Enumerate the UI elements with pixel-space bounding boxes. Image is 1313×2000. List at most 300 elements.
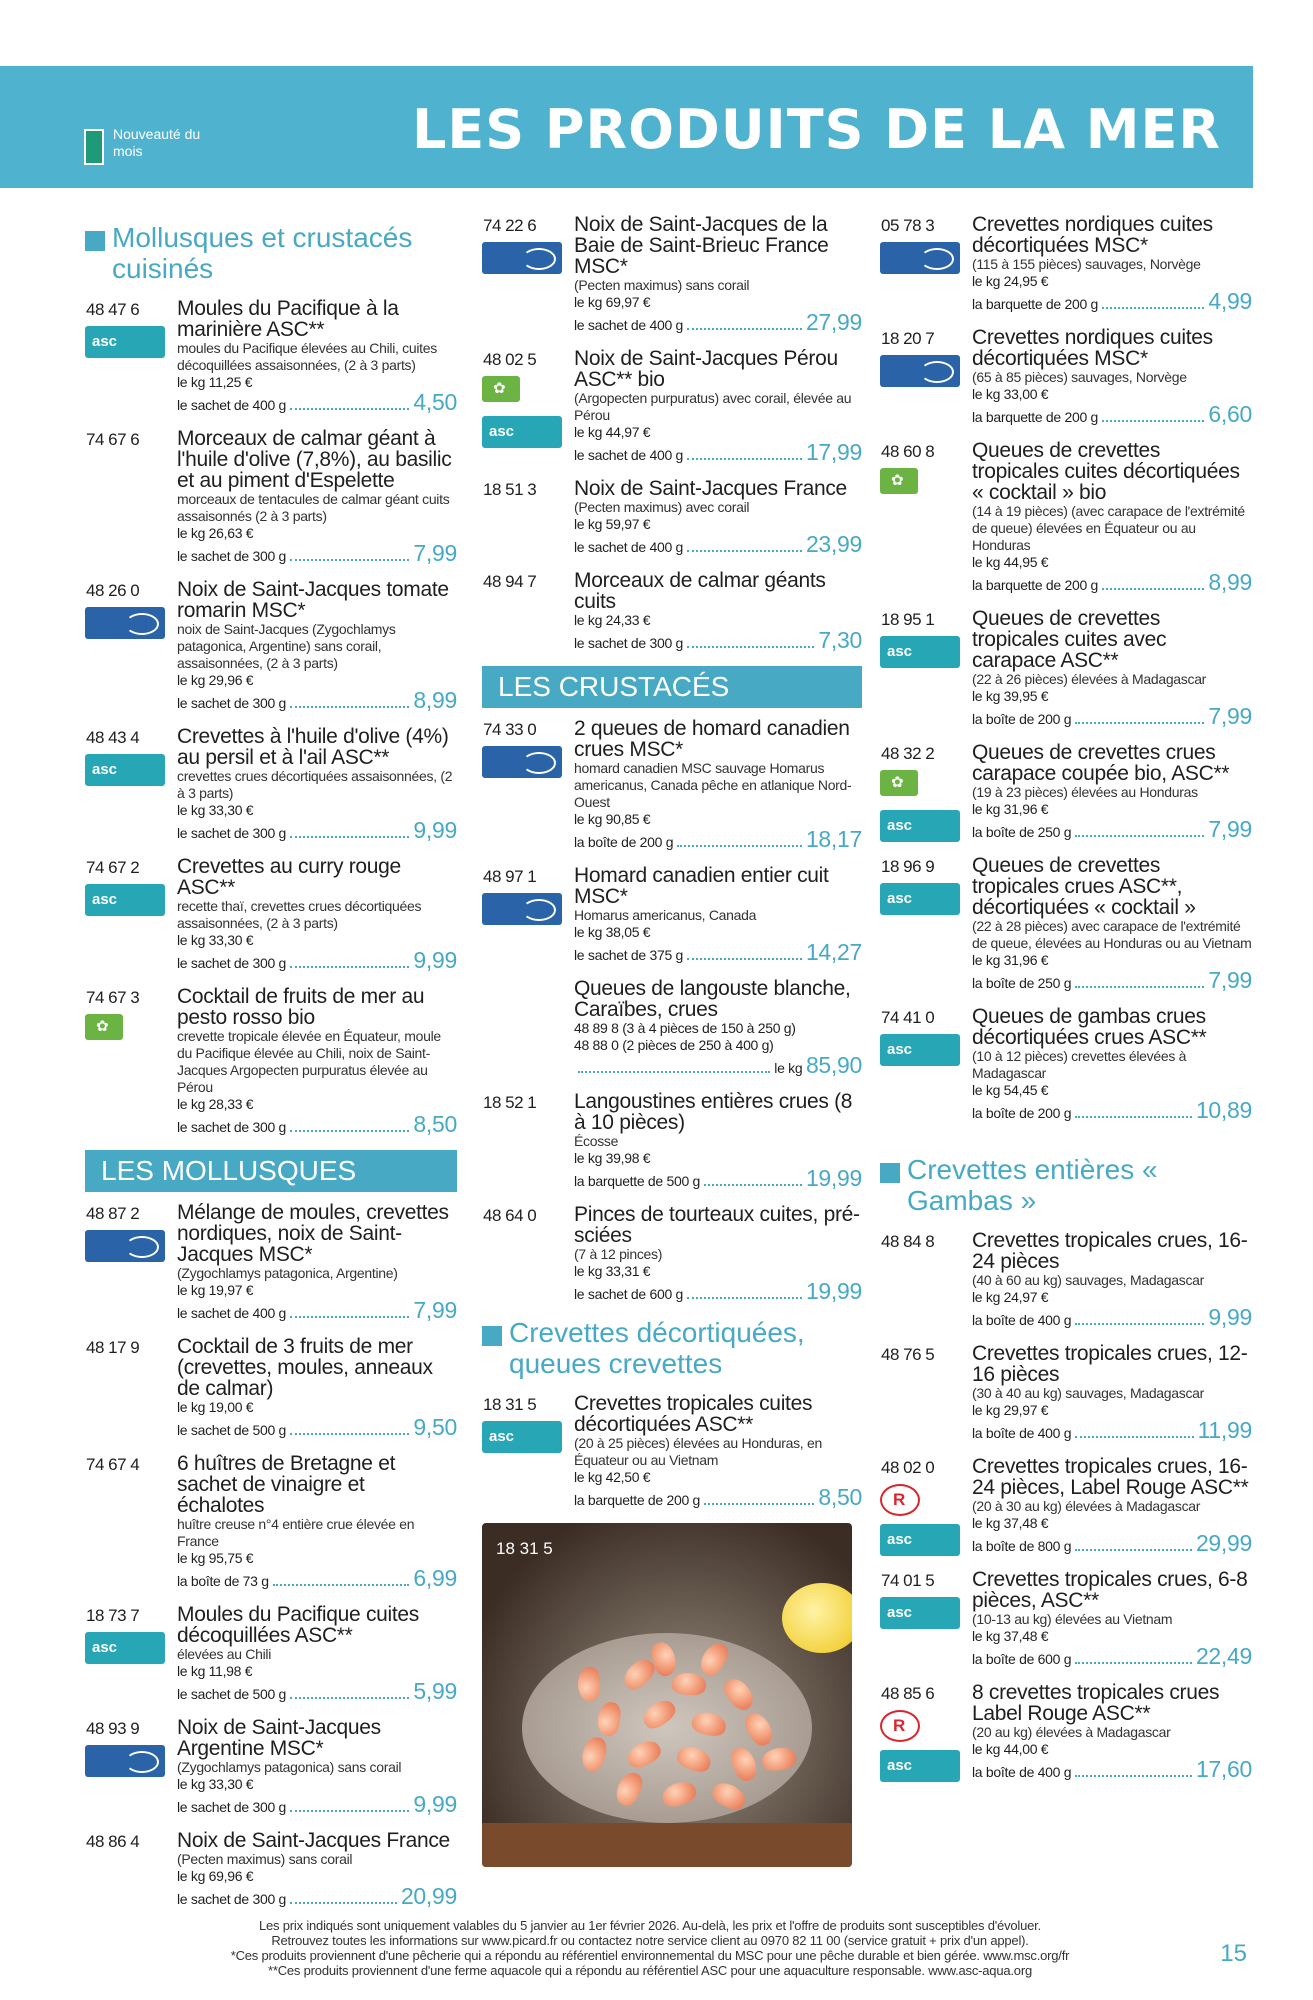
photo-code: 18 31 5 [496,1539,553,1558]
price-per-kg: le kg 90,85 € [574,811,651,827]
asc-logo-icon [880,636,960,668]
product-name: Crevettes tropicales crues, 16-24 pièces, Label Rouge ASC** [972,1455,1249,1499]
product-price: 7,30 [818,627,862,653]
price-line [574,311,862,336]
product-description: morceaux de tentacules de calmar géant cuits assaisonnés (2 à 3 parts) [177,491,450,524]
package-size: le sachet de 400 g [574,317,684,333]
product-item [482,478,862,558]
product-item [880,1569,1252,1670]
price-line [574,941,862,966]
price-line [972,818,1252,843]
package-size: le sachet de 400 g [177,397,287,413]
package-size: la barquette de 200 g [972,409,1099,425]
product-price: 85,90 [805,1052,862,1078]
product-item [85,726,457,844]
product-description: (40 à 60 au kg) sauvages, Madagascar [972,1272,1205,1288]
product-description: (Pecten maximus) sans corail [177,1851,353,1867]
product-name: Queues de gambas crues décortiquées crues ASC** [972,1005,1207,1049]
price-line [972,705,1252,730]
product-description: (Pecten maximus) sans corail [574,277,750,293]
product-description: moules du Pacifique élevées au Chili, cuites décoquillées assaisonnées, (2 à 3 parts) [177,340,437,373]
product-price: 20,99 [400,1883,457,1909]
package-size: la boîte de 200 g [972,1105,1072,1121]
product-item [482,1393,862,1511]
package-size: la boîte de 250 g [972,975,1072,991]
product-name: Queues de crevettes crues carapace coupée bio, ASC** [972,741,1230,785]
price-per-kg: le kg 54,45 € [972,1082,1049,1098]
product-name: Noix de Saint-Jacques de la Baie de Saint-Brieuc France MSC* [574,213,829,278]
price-per-kg: le kg 33,30 € [177,932,254,948]
package-size: la boîte de 200 g [574,834,674,850]
price-per-kg: le kg 29,97 € [972,1402,1049,1418]
price-per-kg: le kg 24,97 € [972,1289,1049,1305]
package-size: la boîte de 73 g [177,1573,269,1589]
package-size: la barquette de 200 g [972,577,1099,593]
product-item [85,986,457,1138]
shrimp-shape [578,1667,600,1701]
product-price: 7,99 [413,540,457,566]
product-name: Moules du Pacifique à la marinière ASC** [177,297,399,341]
product-price: 27,99 [805,309,862,335]
section-title: Mollusques et crustacés cuisinés [85,222,457,284]
price-per-kg: le kg 39,98 € [574,1150,651,1166]
product-code: 74 41 0 [881,1008,935,1027]
price-per-kg: le kg 31,96 € [972,801,1049,817]
price-per-kg: le kg 11,98 € [177,1663,253,1679]
asc-logo-icon [880,810,960,842]
product-item [880,608,1252,730]
product-item [880,1456,1252,1557]
product-description: (Zygochlamys patagonica) sans corail [177,1759,402,1775]
price-per-kg: le kg 69,97 € [574,294,651,310]
price-line [574,1280,862,1305]
msc-logo-icon [880,242,960,274]
product-description: crevettes crues décortiquées assaisonnées, (2 à 3 parts) [177,768,453,801]
product-item [482,1091,862,1192]
product-name: Morceaux de calmar géant à l'huile d'olive (7,8%), au basilic et au piment d'Espelette [177,427,452,492]
price-line [972,403,1252,428]
product-price: 4,99 [1208,288,1252,314]
product-name: Crevettes nordiques cuites décortiquées MSC* [972,213,1213,257]
product-name: Queues de langouste blanche, Caraïbes, crues [574,977,851,1021]
price-per-kg: le kg 24,95 € [972,273,1049,289]
column-3 [880,214,1252,1795]
product-name: Noix de Saint-Jacques Argentine MSC* [177,1716,381,1760]
product-price: 4,50 [413,389,457,415]
product-item [880,214,1252,315]
package-size: la boîte de 200 g [972,711,1072,727]
nouveaute-icon [84,129,104,165]
product-item [880,742,1252,843]
product-item [880,1230,1252,1331]
package-size: la boîte de 250 g [972,824,1072,840]
price-per-kg: le kg 42,50 € [574,1469,651,1485]
product-price: 8,99 [413,687,457,713]
unit-label: le kg [774,1060,803,1076]
price-line [177,1299,457,1324]
product-name: Queues de crevettes tropicales crues ASC**, décortiquées « cocktail » [972,854,1196,919]
product-price: 7,99 [413,1297,457,1323]
product-code: 74 67 2 [86,858,140,877]
package-size: le sachet de 300 g [574,635,684,651]
product-code: 48 64 0 [483,1206,537,1225]
footer-line: **Ces produits proviennent d'une ferme aquacole qui a répondu au référentiel ASC pour une aquaculture responsable. www.asc-aqua.org [267,1963,1032,1978]
msc-logo-icon [482,242,562,274]
product-variant: 48 88 0 (2 pièces de 250 à 400 g) [574,1037,774,1053]
product-price: 10,89 [1195,1097,1252,1123]
price-per-kg: le kg 33,30 € [177,802,254,818]
price-per-kg: le kg 38,05 € [574,924,651,940]
price-line [972,969,1252,994]
column-1 [85,214,457,1922]
product-item [85,579,457,714]
product-price: 9,99 [1208,1304,1252,1330]
price-line [972,1099,1252,1124]
product-name: Crevettes tropicales crues, 12-16 pièces [972,1342,1248,1386]
bio-logo-icon [85,1014,123,1040]
price-per-kg: le kg 59,97 € [574,516,651,532]
product-description: (19 à 23 pièces) élevées au Honduras [972,784,1198,800]
product-price: 8,99 [1208,569,1252,595]
section-square-icon [880,1163,900,1183]
product-description: (65 à 85 pièces) sauvages, Norvège [972,369,1187,385]
price-per-kg: le kg 29,96 € [177,672,254,688]
msc-logo-icon [85,1230,165,1262]
price-per-kg: le kg 44,97 € [574,424,651,440]
product-code: 48 02 5 [483,350,537,369]
package-size: le sachet de 300 g [177,548,287,564]
footer-line: Retrouvez toutes les informations sur www.picard.fr ou contactez notre service client au 0970 82 11 00 (service gratuit + prix d'un appel). [271,1933,1029,1948]
product-price: 29,99 [1195,1530,1252,1556]
product-item [880,1343,1252,1444]
price-line [972,1306,1252,1331]
price-per-kg: le kg 31,96 € [972,952,1049,968]
price-line [177,1113,457,1138]
product-description: crevette tropicale élevée en Équateur, moule du Pacifique élevée au Chili, noix de Saint-Jacques Argopecten purpuratus élevée au Pérou [177,1028,441,1095]
product-name: Crevettes tropicales crues, 6-8 pièces, ASC** [972,1568,1248,1612]
product-description: (Argopecten purpuratus) avec corail, élevée au Pérou [574,390,852,423]
product-name: Crevettes au curry rouge ASC** [177,855,401,899]
price-per-kg: le kg 28,33 € [177,1096,254,1112]
price-per-kg: le kg 69,96 € [177,1868,254,1884]
product-item [85,1453,457,1592]
nouveaute-label: Nouveauté du mois [113,126,201,159]
product-name: Langoustines entières crues (8 à 10 pièces) [574,1090,853,1134]
product-description: (Pecten maximus) avec corail [574,499,750,515]
product-item [880,1006,1252,1124]
product-code: 18 51 3 [483,480,537,499]
product-description: élevées au Chili [177,1646,272,1662]
package-size: la boîte de 400 g [972,1764,1072,1780]
msc-logo-icon [85,1745,165,1777]
product-description: (20 à 25 pièces) élevées au Honduras, en Équateur ou au Vietnam [574,1435,822,1468]
price-per-kg: le kg 33,30 € [177,1776,254,1792]
package-size: la barquette de 200 g [574,1492,701,1508]
section-square-icon [482,1326,502,1346]
asc-logo-icon [880,1750,960,1782]
price-line [972,290,1252,315]
product-item [880,440,1252,596]
product-code: 48 87 2 [86,1204,140,1223]
bio-logo-icon [880,468,918,494]
package-size: la boîte de 400 g [972,1312,1072,1328]
section-band: LES CRUSTACÉS [482,666,862,708]
price-line [177,542,457,567]
product-item [85,1717,457,1818]
price-line [177,949,457,974]
price-line [177,1885,457,1910]
price-per-kg: le kg 19,97 € [177,1282,254,1298]
price-per-kg: le kg 19,00 € [177,1399,254,1415]
footer-line: *Ces produits proviennent d'une pêcherie qui a répondu au référentiel environnemental du MSC pour une pêche durable et bien gérée. www.msc.org/fr [230,1948,1070,1963]
asc-logo-icon [482,1421,562,1453]
asc-logo-icon [85,884,165,916]
product-price: 18,17 [805,826,862,852]
price-line [972,1419,1252,1444]
product-code: 48 32 2 [881,744,935,763]
product-price: 7,99 [1208,967,1252,993]
product-price: 6,60 [1208,401,1252,427]
package-size: le sachet de 300 g [177,695,287,711]
product-price: 7,99 [1208,816,1252,842]
price-line [177,1416,457,1441]
price-per-kg: le kg 24,33 € [574,612,651,628]
price-line [972,571,1252,596]
product-item [880,855,1252,994]
section-band: LES MOLLUSQUES [85,1150,457,1192]
product-code: 48 93 9 [86,1719,140,1738]
product-item [482,865,862,966]
product-code: 48 76 5 [881,1345,935,1364]
shrimp-photo [482,1523,852,1867]
footer-line: Les prix indiqués sont uniquement valables du 5 janvier au 1er février 2026. Au-delà, les prix et l'offre de produits sont susceptibles d'évoluer. [258,1918,1041,1933]
package-size: le sachet de 400 g [574,447,684,463]
product-code: 74 67 3 [86,988,140,1007]
product-name: 2 queues de homard canadien crues MSC* [574,717,850,761]
package-size: la boîte de 600 g [972,1651,1072,1667]
price-per-kg: le kg 33,00 € [972,386,1049,402]
price-line [177,391,457,416]
price-per-kg: le kg 44,95 € [972,554,1049,570]
page-number: 15 [1220,1940,1247,1967]
product-code: 74 67 6 [86,430,140,449]
column-2 [482,214,862,1867]
product-code: 18 31 5 [483,1395,537,1414]
product-description: homard canadien MSC sauvage Homarus americanus, Canada pêche en atlanique Nord-Ouest [574,760,852,810]
product-description: (7 à 12 pinces) [574,1246,663,1262]
asc-logo-icon [880,1597,960,1629]
product-code: 74 22 6 [483,216,537,235]
product-code: 74 01 5 [881,1571,935,1590]
package-size: le sachet de 300 g [177,955,287,971]
bio-logo-icon [482,376,520,402]
header-banner [0,66,1253,188]
product-description: (22 à 28 pièces) avec carapace de l'extrémité de queue, élevées au Honduras ou au Vietnam [972,918,1252,951]
product-name: Crevettes nordiques cuites décortiquées MSC* [972,326,1213,370]
footer-notes [150,1918,1150,1978]
product-item [482,570,862,654]
price-line [574,1167,862,1192]
package-size: la barquette de 200 g [972,296,1099,312]
product-code: 74 67 4 [86,1455,140,1474]
price-line [972,1532,1252,1557]
product-price: 9,99 [413,1791,457,1817]
product-name: Homard canadien entier cuit MSC* [574,864,829,908]
product-price: 8,50 [818,1484,862,1510]
product-description: noix de Saint-Jacques (Zygochlamys patagonica, Argentine) sans corail, assaisonnées, (2 à 3 parts) [177,621,396,671]
product-description: huître creuse n°4 entière crue élevée en France [177,1516,415,1549]
product-price: 9,99 [413,817,457,843]
product-description: (Zygochlamys patagonica, Argentine) [177,1265,398,1281]
product-item [85,428,457,567]
product-name: Noix de Saint-Jacques France [574,477,847,500]
price-line [574,828,862,853]
package-size: le sachet de 300 g [177,1119,287,1135]
product-code: 48 85 6 [881,1684,935,1703]
price-per-kg: le kg 37,48 € [972,1628,1049,1644]
product-name: Crevettes tropicales cuites décortiquées ASC** [574,1392,813,1436]
asc-logo-icon [880,1034,960,1066]
product-price: 9,99 [413,947,457,973]
product-item [482,348,862,466]
product-name: Crevettes tropicales crues, 16-24 pièces [972,1229,1248,1273]
msc-logo-icon [482,746,562,778]
product-code: 18 73 7 [86,1606,140,1625]
page-title: LES PRODUITS DE LA MER [411,98,1221,161]
product-description: (10-13 au kg) élevées au Vietnam [972,1611,1173,1627]
price-line [574,629,862,654]
product-name: Queues de crevettes tropicales cuites avec carapace ASC** [972,607,1167,672]
package-size: le sachet de 600 g [574,1286,684,1302]
product-name: Cocktail de fruits de mer au pesto rosso bio [177,985,425,1029]
product-name: Noix de Saint-Jacques France [177,1829,450,1852]
package-size: la barquette de 500 g [574,1173,701,1189]
price-line [972,1758,1252,1783]
asc-logo-icon [880,883,960,915]
package-size: la boîte de 800 g [972,1538,1072,1554]
product-name: Moules du Pacifique cuites décoquillées ASC** [177,1603,420,1647]
section-title: Crevettes entières « Gambas » [880,1154,1252,1216]
product-price: 8,50 [413,1111,457,1137]
product-code: 74 33 0 [483,720,537,739]
price-line [177,1680,457,1705]
product-price: 11,99 [1197,1417,1252,1443]
product-price: 17,60 [1195,1756,1252,1782]
product-variant: 48 89 8 (3 à 4 pièces de 150 à 250 g) [574,1020,796,1036]
product-description: Homarus americanus, Canada [574,907,757,923]
product-item [85,298,457,416]
product-description: (115 à 155 pièces) sauvages, Norvège [972,256,1201,272]
product-code: 48 84 8 [881,1232,935,1251]
product-description: Écosse [574,1133,619,1149]
product-item [85,1336,457,1441]
price-line [177,689,457,714]
product-item [482,214,862,336]
label-rouge-icon [880,1710,920,1742]
product-code: 48 97 1 [483,867,537,886]
nouveaute-badge [84,126,203,165]
price-per-kg: le kg 39,95 € [972,688,1049,704]
product-price: 7,99 [1208,703,1252,729]
product-description: (10 à 12 pièces) crevettes élevées à Madagascar [972,1048,1187,1081]
section-square-icon [85,231,105,251]
product-name: 6 huîtres de Bretagne et sachet de vinaigre et échalotes [177,1452,396,1517]
price-line [177,819,457,844]
product-name: Crevettes à l'huile d'olive (4%) au persil et à l'ail ASC** [177,725,449,769]
price-per-kg: le kg 11,25 € [177,374,253,390]
product-price: 23,99 [805,531,862,557]
product-code: 48 94 7 [483,572,537,591]
product-price: 6,99 [413,1565,457,1591]
package-size: le sachet de 375 g [574,947,684,963]
price-per-kg: le kg 95,75 € [177,1550,254,1566]
product-item [482,718,862,853]
package-size: le sachet de 300 g [177,1891,287,1907]
asc-logo-icon [482,416,562,448]
price-per-kg: le kg 33,31 € [574,1263,651,1279]
package-size: le sachet de 500 g [177,1686,287,1702]
label-rouge-icon [880,1484,920,1516]
product-price: 14,27 [805,939,862,965]
product-description: (22 à 26 pièces) élevées à Madagascar [972,671,1207,687]
price-line [177,1793,457,1818]
msc-logo-icon [880,355,960,387]
package-size: le sachet de 300 g [177,1799,287,1815]
product-code: 18 20 7 [881,329,935,348]
product-description: (20 à 30 au kg) élevées à Madagascar [972,1498,1201,1514]
product-price: 22,49 [1195,1643,1252,1669]
package-size: la boîte de 400 g [972,1425,1072,1441]
product-description: (14 à 19 pièces) (avec carapace de l'extrémité de queue) élevées en Équateur ou au Honduras [972,503,1245,553]
product-langouste [482,978,862,1079]
price-per-kg: le kg 44,00 € [972,1741,1049,1757]
package-size: le sachet de 400 g [574,539,684,555]
msc-logo-icon [482,893,562,925]
product-code: 48 17 9 [86,1338,140,1357]
product-name: Noix de Saint-Jacques Pérou ASC** bio [574,347,838,391]
price-line [574,1054,862,1079]
product-code: 48 47 6 [86,300,140,319]
asc-logo-icon [880,1524,960,1556]
product-price: 19,99 [805,1165,862,1191]
product-price: 9,50 [413,1414,457,1440]
price-line [574,533,862,558]
product-code: 48 60 8 [881,442,935,461]
product-price: 5,99 [413,1678,457,1704]
product-item [85,1604,457,1705]
bio-logo-icon [880,770,918,796]
product-code: 18 96 9 [881,857,935,876]
product-code: 48 02 0 [881,1458,935,1477]
price-line [574,1486,862,1511]
section-title: Crevettes décortiquées, queues crevettes [482,1317,862,1379]
product-code: 18 95 1 [881,610,935,629]
price-per-kg: le kg 26,63 € [177,525,254,541]
product-name: Pinces de tourteaux cuites, pré-sciées [574,1203,860,1247]
product-name: 8 crevettes tropicales crues Label Rouge ASC** [972,1681,1220,1725]
product-name: Cocktail de 3 fruits de mer (crevettes, moules, anneaux de calmar) [177,1335,433,1400]
product-item [85,856,457,974]
package-size: le sachet de 400 g [177,1305,287,1321]
asc-logo-icon [85,326,165,358]
product-name: Queues de crevettes tropicales cuites décortiquées « cocktail » bio [972,439,1240,504]
package-size: le sachet de 500 g [177,1422,287,1438]
price-line [972,1645,1252,1670]
asc-logo-icon [85,754,165,786]
product-item [85,1202,457,1324]
product-price: 19,99 [805,1278,862,1304]
product-code: 18 52 1 [483,1093,537,1112]
